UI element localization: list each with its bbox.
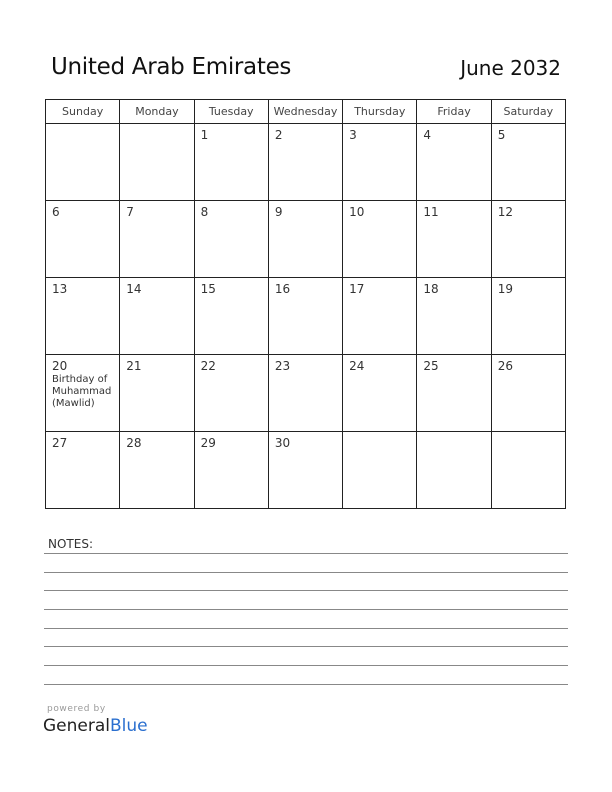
week-row [46,432,566,509]
day-number: 8 [200,205,209,219]
notes-line [44,572,568,573]
day-number: 27 [52,436,68,450]
notes-line [44,628,568,629]
weekday-tuesday: Tuesday [194,100,268,124]
day-number: 14 [126,282,142,296]
day-cell [194,124,268,201]
day-cell [491,278,565,355]
week-row [46,278,566,355]
brand-general: General [43,716,110,736]
day-cell [343,278,417,355]
notes-line [44,609,568,610]
notes-line [44,590,568,591]
weekday-sunday: Sunday [46,100,120,124]
day-number: 29 [200,436,216,450]
day-cell [46,124,120,201]
holiday-label: Birthday of Muhammad (Mawlid) [52,374,112,409]
day-number: 2 [274,128,283,142]
day-cell [268,355,342,432]
day-cell [120,432,194,509]
day-cell [417,201,491,278]
day-cell [268,124,342,201]
day-number: 16 [274,282,291,296]
notes-line [44,553,568,554]
day-number: 1 [200,128,209,142]
weekday-monday: Monday [120,100,194,124]
day-number: 30 [274,436,291,450]
day-number: 21 [126,359,142,373]
day-number: 28 [126,436,142,450]
day-cell [120,355,194,432]
day-number: 11 [423,205,439,219]
day-number: 5 [497,128,506,142]
weekday-thursday: Thursday [343,100,417,124]
calendar-grid [45,99,566,509]
day-cell [46,278,120,355]
week-row [46,124,566,201]
day-cell [417,278,491,355]
brand-logo [43,716,148,736]
day-cell [194,278,268,355]
day-cell [343,201,417,278]
day-cell [343,124,417,201]
day-cell [120,201,194,278]
day-cell [491,124,565,201]
day-cell [268,432,342,509]
day-cell [491,201,565,278]
day-cell [120,124,194,201]
day-cell [417,124,491,201]
day-cell [417,432,491,509]
day-number: 12 [497,205,513,219]
day-number: 26 [497,359,513,373]
day-number: 13 [52,282,68,296]
week-row [46,355,566,432]
brand-blue: Blue [110,716,148,736]
day-cell [343,432,417,509]
day-cell [46,432,120,509]
country-title: United Arab Emirates [51,54,292,80]
day-cell [268,201,342,278]
day-number: 4 [423,128,432,142]
day-number: 17 [349,282,365,296]
day-number: 19 [497,282,513,296]
day-cell [491,432,565,509]
day-number: 24 [349,359,365,373]
notes-label: NOTES: [48,537,93,551]
day-number: 6 [52,205,60,219]
day-cell [46,355,120,432]
day-cell [194,355,268,432]
weekday-friday: Friday [417,100,491,124]
notes-line [44,646,568,647]
day-number: 22 [200,359,216,373]
day-cell [194,432,268,509]
day-number: 18 [423,282,439,296]
day-cell [268,278,342,355]
week-row [46,201,566,278]
day-cell [343,355,417,432]
day-number: 9 [274,205,283,219]
month-title: June 2032 [460,56,561,80]
day-cell [46,201,120,278]
day-cell [417,355,491,432]
weekday-wednesday: Wednesday [268,100,342,124]
day-number: 3 [349,128,357,142]
day-number: 10 [349,205,365,219]
day-cell [491,355,565,432]
notes-line [44,684,568,685]
day-cell [194,201,268,278]
day-number: 15 [200,282,216,296]
day-number: 20 [52,359,68,373]
weekday-saturday: Saturday [491,100,565,124]
powered-by-text: powered by [47,704,106,714]
day-number: 23 [274,359,291,373]
notes-line [44,665,568,666]
day-number: 25 [423,359,439,373]
day-cell [120,278,194,355]
day-number: 7 [126,205,134,219]
